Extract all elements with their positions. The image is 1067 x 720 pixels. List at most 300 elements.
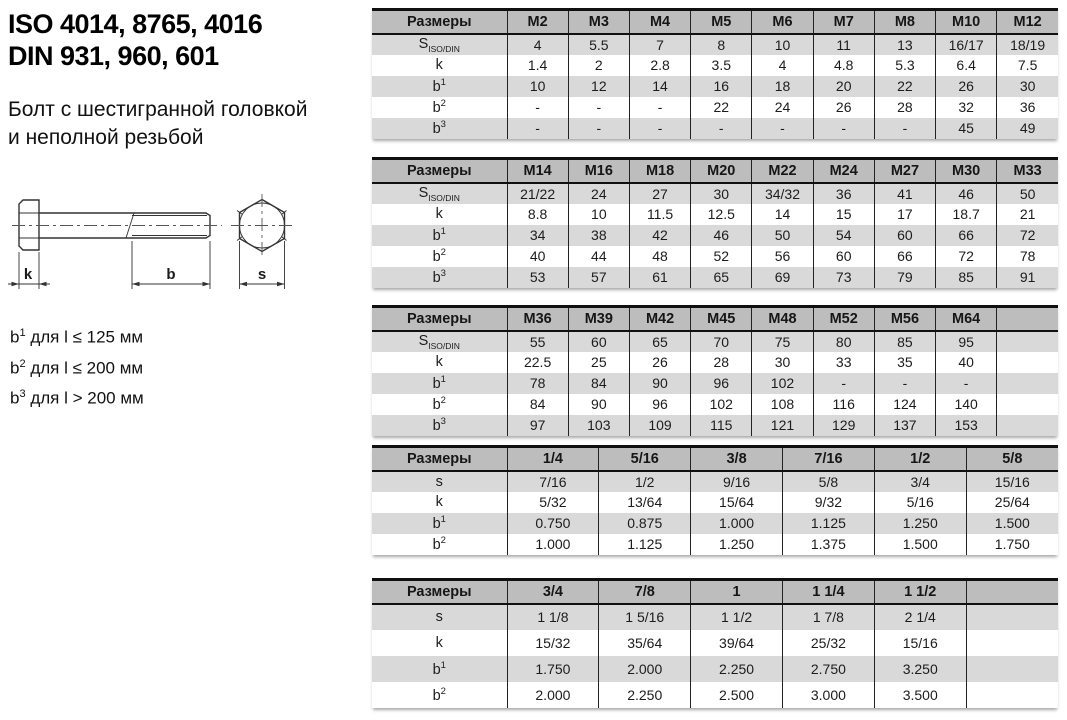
value-cell: - [813,373,874,394]
row-label-cell: k [372,352,507,373]
row-label-cell: $b^2$ [372,246,507,267]
value-cell: 1 7/8 [782,604,874,630]
value-cell: 32 [936,97,997,118]
value-cell: 140 [936,394,997,415]
value-cell: 16 [691,76,752,97]
value-cell: 80 [813,331,874,352]
value-cell: 1.000 [507,534,599,555]
value-cell: 2.250 [599,682,691,708]
value-cell: 41 [874,183,935,204]
row-label-cell: $b^2$ [372,97,507,118]
header-size-cell: M12 [997,10,1058,34]
table-row [372,394,1058,415]
header-size-cell: M33 [997,159,1058,183]
header-size-cell [997,307,1058,331]
value-cell: 3.500 [874,682,966,708]
dimension-table [372,445,1058,555]
header-size-cell: 3/4 [507,580,599,604]
value-cell: 25 [568,352,629,373]
table-imperial-quarter-to-58 [372,445,1058,555]
row-label-cell: k [372,492,507,513]
value-cell: 109 [629,415,690,436]
product-subtitle-line2: и неполной резьбой [8,126,204,149]
header-size-cell: M8 [874,10,935,34]
value-cell: 97 [507,415,568,436]
row-label-cell: $b^1$ [372,656,507,682]
header-label-cell: Размеры [372,159,507,183]
header-size-cell: M3 [568,10,629,34]
row-label-cell: $b^2$ [372,682,507,708]
value-cell: 1.750 [507,656,599,682]
row-label-cell: $b^3$ [372,267,507,288]
header-size-cell: 1 1/4 [782,580,874,604]
value-cell: 30 [997,76,1058,97]
value-cell: 53 [507,267,568,288]
value-cell: 50 [752,225,813,246]
value-cell: 46 [691,225,752,246]
value-cell: 91 [997,267,1058,288]
header-size-cell: M48 [752,307,813,331]
value-cell: 65 [691,267,752,288]
table-row [372,656,1058,682]
header-size-cell: 7/16 [782,447,874,471]
value-cell: 78 [507,373,568,394]
dimension-table [372,578,1058,708]
header-size-cell: M5 [691,10,752,34]
header-size-cell: M16 [568,159,629,183]
header-size-cell: M42 [629,307,690,331]
value-cell: 15/64 [691,492,783,513]
row-label-cell: k [372,204,507,225]
value-cell: 85 [874,331,935,352]
row-label-cell: s [372,604,507,630]
table-row [372,604,1058,630]
header-size-cell: M56 [874,307,935,331]
value-cell: 15/16 [966,471,1058,492]
value-cell: 69 [752,267,813,288]
dim-s-arrow-right [277,282,285,286]
table-row [372,352,1058,373]
value-cell: 17 [874,204,935,225]
value-cell: 5/32 [507,492,599,513]
value-cell: 52 [691,246,752,267]
value-cell: 1/2 [599,471,691,492]
value-cell: 60 [568,331,629,352]
value-cell: 66 [874,246,935,267]
value-cell: 1 5/16 [599,604,691,630]
value-cell: 124 [874,394,935,415]
value-cell: 22 [691,97,752,118]
value-cell: 2.250 [691,656,783,682]
table-row [372,682,1058,708]
dim-s-arrow-left [240,282,248,286]
value-cell: 48 [629,246,690,267]
value-cell: 4 [752,55,813,76]
value-cell: 12.5 [691,204,752,225]
dimension-k-label: k [23,266,33,283]
table-header-row [372,580,1058,604]
value-cell: 46 [936,183,997,204]
value-cell: 36 [1019,99,1036,115]
value-cell: 70 [691,331,752,352]
row-label-cell: $S_{ISO/DIN}$ [372,183,507,204]
value-cell: 13/64 [599,492,691,513]
header-size-cell: M39 [568,307,629,331]
dim-k-arrow-right [39,282,47,286]
product-subtitle-line1: Болт с шестигранной головкой [8,98,308,121]
header-size-cell: 3/8 [691,447,783,471]
table-metric-m36-m64 [372,305,1058,436]
value-cell: 1.750 [994,536,1030,552]
value-cell: 96 [691,373,752,394]
value-cell: 1 1/2 [691,604,783,630]
header-size-cell [966,580,1058,604]
value-cell: 18/19 [997,34,1058,55]
dimension-b-label: b [166,266,176,283]
table-imperial-34-to-112 [372,578,1058,708]
value-cell: 108 [752,394,813,415]
value-cell: 28 [874,97,935,118]
header-label-cell: Размеры [372,447,507,471]
table-row [372,183,1058,204]
header-size-cell: 1/2 [874,447,966,471]
note-b2: $b^2$ для l ≤ 200 мм [10,357,144,378]
table-header-row [372,307,1058,331]
value-cell: 2 [568,55,629,76]
iso-standards-title: ISO 4014, 8765, 4016 [8,9,263,39]
dim-k-arrow-left [12,282,20,286]
value-cell: 3.250 [874,656,966,682]
header-size-cell: M22 [752,159,813,183]
header-size-cell: M27 [874,159,935,183]
header-size-cell: 1/4 [507,447,599,471]
value-cell: 79 [874,267,935,288]
value-cell: 27 [629,183,690,204]
value-cell [997,394,1058,415]
header-size-cell: M6 [752,10,813,34]
value-cell: 12 [568,76,629,97]
value-cell: - [752,118,813,139]
row-label-cell: $S_{ISO/DIN}$ [372,331,507,352]
bolt-technical-drawing [6,185,338,311]
value-cell: 102 [752,373,813,394]
value-cell: 72 [997,225,1058,246]
value-cell: 1 1/8 [507,604,599,630]
value-cell: 5.3 [874,55,935,76]
value-cell: 18.7 [936,204,997,225]
value-cell: 121 [752,415,813,436]
value-cell: 3.000 [782,682,874,708]
table-row [372,34,1058,55]
value-cell: 13 [874,34,935,55]
table-row [372,267,1058,288]
value-cell: - [629,118,690,139]
value-cell: 10 [752,34,813,55]
header-label-cell: Размеры [372,307,507,331]
header-size-cell: M20 [691,159,752,183]
value-cell: 9/16 [691,471,783,492]
header-label-cell: Размеры [372,580,507,604]
value-cell: 56 [752,246,813,267]
value-cell [997,373,1058,394]
value-cell: 2.500 [691,682,783,708]
value-cell: 2.000 [599,656,691,682]
value-cell: 1.500 [874,534,966,555]
value-cell [997,331,1058,352]
value-cell: 36 [813,183,874,204]
table-row [372,118,1058,139]
value-cell: 26 [629,352,690,373]
row-label-cell: $b^1$ [372,225,507,246]
header-size-cell: M24 [813,159,874,183]
value-cell: 2.750 [782,656,874,682]
value-cell: 6.4 [936,55,997,76]
table-header-row [372,10,1058,34]
header-size-cell: 5/8 [966,447,1058,471]
value-cell: 25/32 [782,630,874,656]
value-cell: 15/16 [874,630,966,656]
value-cell: 0.875 [599,513,691,534]
length-notes [10,320,144,412]
standards-title [8,8,262,72]
value-cell: 8 [691,34,752,55]
value-cell: - [629,97,690,118]
value-cell: 30 [752,352,813,373]
value-cell [997,415,1058,436]
value-cell: 15/32 [507,630,599,656]
value-cell: 42 [629,225,690,246]
value-cell: 21 [1019,206,1036,222]
value-cell: 14 [752,204,813,225]
value-cell: 85 [936,267,997,288]
value-cell: 9/32 [782,492,874,513]
value-cell: 84 [507,394,568,415]
value-cell: 45 [936,118,997,139]
header-size-cell: M18 [629,159,690,183]
value-cell: - [507,97,568,118]
value-cell: 61 [629,267,690,288]
row-label-cell: $S_{ISO/DIN}$ [372,34,507,55]
value-cell: 34 [507,225,568,246]
value-cell [966,656,1058,682]
value-cell: 25/64 [994,494,1030,510]
dimension-table [372,305,1058,436]
value-cell: 57 [568,267,629,288]
value-cell: 30 [691,183,752,204]
value-cell: 115 [691,415,752,436]
note-b1: $b^1$ для l ≤ 125 мм [10,327,144,347]
value-cell: 5/8 [782,471,874,492]
value-cell: 33 [813,352,874,373]
value-cell: - [568,97,629,118]
header-size-cell: M64 [936,307,997,331]
value-cell: 7.5 [1017,57,1038,73]
value-cell: 2.8 [629,55,690,76]
value-cell: 1.4 [507,55,568,76]
header-size-cell: M52 [813,307,874,331]
value-cell: 35/64 [599,630,691,656]
header-size-cell: 1 [691,580,783,604]
value-cell [997,352,1058,373]
header-size-cell: 1 1/2 [874,580,966,604]
value-cell: 7 [629,34,690,55]
value-cell: 66 [936,225,997,246]
value-cell: 60 [874,225,935,246]
value-cell: 1.250 [691,534,783,555]
value-cell: 5.5 [568,34,629,55]
value-cell: - [691,118,752,139]
dimension-table [372,8,1058,139]
note-b3: $b^3$ для l > 200 мм [10,388,144,408]
value-cell: - [813,118,874,139]
table-row [372,225,1058,246]
value-cell: 5/16 [874,492,966,513]
row-label-cell: $b^3$ [372,415,507,436]
value-cell: 54 [813,225,874,246]
value-cell: 137 [874,415,935,436]
table-metric-m2-m12 [372,8,1058,139]
value-cell: 1.125 [599,534,691,555]
header-size-cell: M36 [507,307,568,331]
value-cell: 95 [936,331,997,352]
value-cell: 84 [568,373,629,394]
header-size-cell: 7/8 [599,580,691,604]
value-cell: 22 [874,76,935,97]
value-cell: - [936,373,997,394]
table-row [372,204,1058,225]
header-label-cell: Размеры [372,10,507,34]
value-cell: 129 [813,415,874,436]
table-header-row [372,447,1058,471]
value-cell: 4 [507,34,568,55]
value-cell: 40 [507,246,568,267]
value-cell: 65 [629,331,690,352]
row-label-cell: k [372,55,507,76]
row-label-cell: $b^2$ [372,394,507,415]
value-cell: 34/32 [752,183,813,204]
value-cell: 116 [813,394,874,415]
value-cell: - [874,373,935,394]
table-header-row [372,159,1058,183]
din-standards-title: DIN 931, 960, 601 [8,41,219,71]
value-cell: 10 [568,204,629,225]
value-cell: 24 [568,183,629,204]
value-cell: 16/17 [936,34,997,55]
value-cell: 1.500 [966,513,1058,534]
header-size-cell: M14 [507,159,568,183]
dimension-table [372,157,1058,288]
value-cell: - [874,118,935,139]
table-row [372,471,1058,492]
value-cell: 1.000 [691,513,783,534]
hex-center-cross [231,194,293,257]
value-cell: 26 [936,76,997,97]
value-cell: 153 [936,415,997,436]
value-cell: 24 [752,97,813,118]
row-label-cell: $b^1$ [372,373,507,394]
table-row [372,534,1058,555]
value-cell: 21/22 [507,183,568,204]
value-cell: 28 [691,352,752,373]
value-cell: 11 [813,34,874,55]
table-row [372,373,1058,394]
value-cell: 39/64 [691,630,783,656]
product-subtitle [8,96,307,152]
value-cell: 72 [936,246,997,267]
value-cell: 1.250 [874,513,966,534]
value-cell [966,682,1058,708]
table-row [372,630,1058,656]
row-label-cell: $b^1$ [372,513,507,534]
value-cell: 1.125 [782,513,874,534]
table-row [372,76,1058,97]
bolt-head-outline [19,200,39,250]
header-size-cell: M4 [629,10,690,34]
value-cell: 10 [507,76,568,97]
value-cell: 78 [1019,248,1036,264]
dim-b-arrow-left [132,282,140,286]
dimension-s-label: s [257,266,267,283]
table-row [372,492,1058,513]
row-label-cell: $b^2$ [372,534,507,555]
row-label-cell: s [372,471,507,492]
table-row [372,246,1058,267]
row-label-cell: k [372,630,507,656]
value-cell [966,604,1058,630]
header-size-cell: M2 [507,10,568,34]
value-cell: 7/16 [507,471,599,492]
value-cell: 22.5 [507,352,568,373]
value-cell: 20 [813,76,874,97]
value-cell: 15 [813,204,874,225]
value-cell: 60 [813,246,874,267]
table-row [372,415,1058,436]
value-cell: 75 [752,331,813,352]
value-cell: 3/4 [874,471,966,492]
value-cell: 1.375 [782,534,874,555]
header-size-cell: M45 [691,307,752,331]
value-cell: 11.5 [629,204,690,225]
value-cell: 0.750 [507,513,599,534]
value-cell: 96 [629,394,690,415]
header-size-cell: 5/16 [599,447,691,471]
row-label-cell: $b^1$ [372,76,507,97]
value-cell: - [568,118,629,139]
value-cell: 44 [568,246,629,267]
table-row [372,513,1058,534]
value-cell: 49 [997,118,1058,139]
table-row [372,331,1058,352]
value-cell: 8.8 [507,204,568,225]
row-label-cell: $b^3$ [372,118,507,139]
value-cell: 26 [813,97,874,118]
table-row [372,55,1058,76]
value-cell: 2.000 [507,682,599,708]
header-size-cell: M10 [936,10,997,34]
value-cell: 3.5 [691,55,752,76]
table-metric-m14-m33 [372,157,1058,288]
value-cell: 90 [629,373,690,394]
value-cell: 90 [568,394,629,415]
value-cell: 4.8 [813,55,874,76]
header-size-cell: M30 [936,159,997,183]
header-size-cell: M7 [813,10,874,34]
value-cell: 35 [874,352,935,373]
value-cell: 38 [568,225,629,246]
value-cell: 102 [691,394,752,415]
value-cell: 18 [752,76,813,97]
value-cell: 55 [507,331,568,352]
